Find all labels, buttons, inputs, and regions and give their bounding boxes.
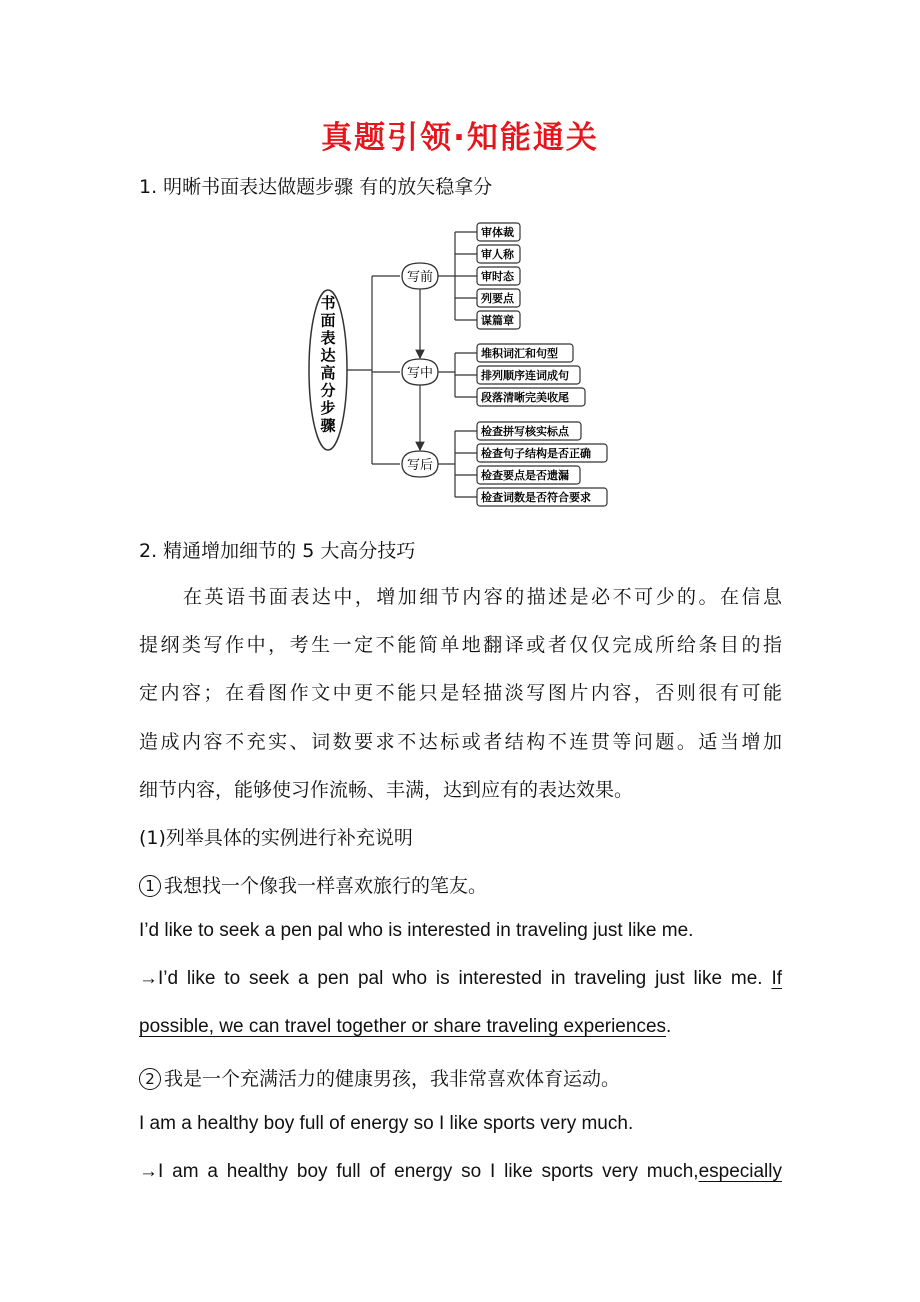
stage-label: 写前 xyxy=(406,270,434,285)
step-label: 堆积词汇和句型 xyxy=(481,347,558,360)
step-label: 列要点 xyxy=(481,292,514,305)
paragraph-line: 细节内容，能够使习作流畅、丰满，达到应有的表达效果。 xyxy=(139,779,634,801)
step-label: 段落清晰完美收尾 xyxy=(481,391,569,404)
step-label: 审人称 xyxy=(481,248,514,261)
example-1-english: I’d like to seek a pen pal who is interested in traveling just like me. xyxy=(139,920,694,941)
paragraph-line: 提纲类写作中，考生一定不能简单地翻译或者仅仅完成所给条目的指 xyxy=(139,634,782,656)
added-detail: especially xyxy=(698,1161,782,1182)
step-label: 检查句子结构是否正确 xyxy=(481,447,591,460)
step-label: 检查要点是否遗漏 xyxy=(481,469,569,482)
stage-label: 写中 xyxy=(406,366,434,381)
root-label-char: 面 xyxy=(320,311,336,330)
root-label-char: 达 xyxy=(320,346,336,365)
root-label-char: 表 xyxy=(320,329,336,347)
example-2-chinese xyxy=(139,1064,782,1091)
page-title: 真题引领·知能通关 xyxy=(321,120,599,156)
circled-number: 2 xyxy=(139,1068,161,1090)
root-label-char: 骤 xyxy=(320,416,336,435)
paragraph-line: 定内容；在看图作文中更不能只是轻描淡写图片内容，否则很有可能 xyxy=(139,682,782,704)
steps-diagram xyxy=(0,210,920,550)
root-label-char: 分 xyxy=(320,381,336,400)
added-detail: possible, we can travel together or share traveling experiences xyxy=(139,1016,667,1037)
root-label-char: 高 xyxy=(320,364,336,382)
paragraph-line: 在英语书面表达中，增加细节内容的描述是必不可少的。在信息 xyxy=(183,586,782,608)
root-label-char: 步 xyxy=(320,399,336,417)
example-1-revised-line1 xyxy=(139,968,782,990)
step-label: 审时态 xyxy=(481,270,514,283)
step-label: 审体裁 xyxy=(481,226,514,239)
section2-heading: 2. 精通增加细节的 5 大高分技巧 xyxy=(139,540,416,562)
paragraph-line: 造成内容不充实、词数要求不达标或者结构不连贯等问题。适当增加 xyxy=(139,731,782,753)
revised-text-end: . xyxy=(666,1016,672,1037)
stage-label: 写后 xyxy=(406,458,434,473)
step-label: 谋篇章 xyxy=(481,314,514,327)
step-label: 检查拼写核实标点 xyxy=(481,425,569,438)
revised-text: →I’d like to seek a pen pal who is interested in traveling just like me. xyxy=(139,968,772,989)
added-detail: If xyxy=(771,968,782,989)
step-label: 检查词数是否符合要求 xyxy=(481,491,591,504)
example-1-chinese xyxy=(139,871,782,898)
subheading-1: (1)列举具体的实例进行补充说明 xyxy=(139,827,413,849)
example-text: 我想找一个像我一样喜欢旅行的笔友。 xyxy=(164,875,488,897)
example-2-english: I am a healthy boy full of energy so I like sports very much. xyxy=(139,1113,634,1134)
example-2-revised-line1 xyxy=(139,1161,782,1183)
root-label-char: 书 xyxy=(320,294,336,312)
section1-heading: 1. 明晰书面表达做题步骤 有的放矢稳拿分 xyxy=(139,176,493,198)
example-1-revised-line2 xyxy=(139,1016,782,1038)
revised-text: →I am a healthy boy full of energy so I like sports very much, xyxy=(139,1161,699,1182)
step-label: 排列顺序连词成句 xyxy=(481,369,569,382)
example-text: 我是一个充满活力的健康男孩，我非常喜欢体育运动。 xyxy=(164,1068,621,1090)
circled-number: 1 xyxy=(139,875,161,897)
